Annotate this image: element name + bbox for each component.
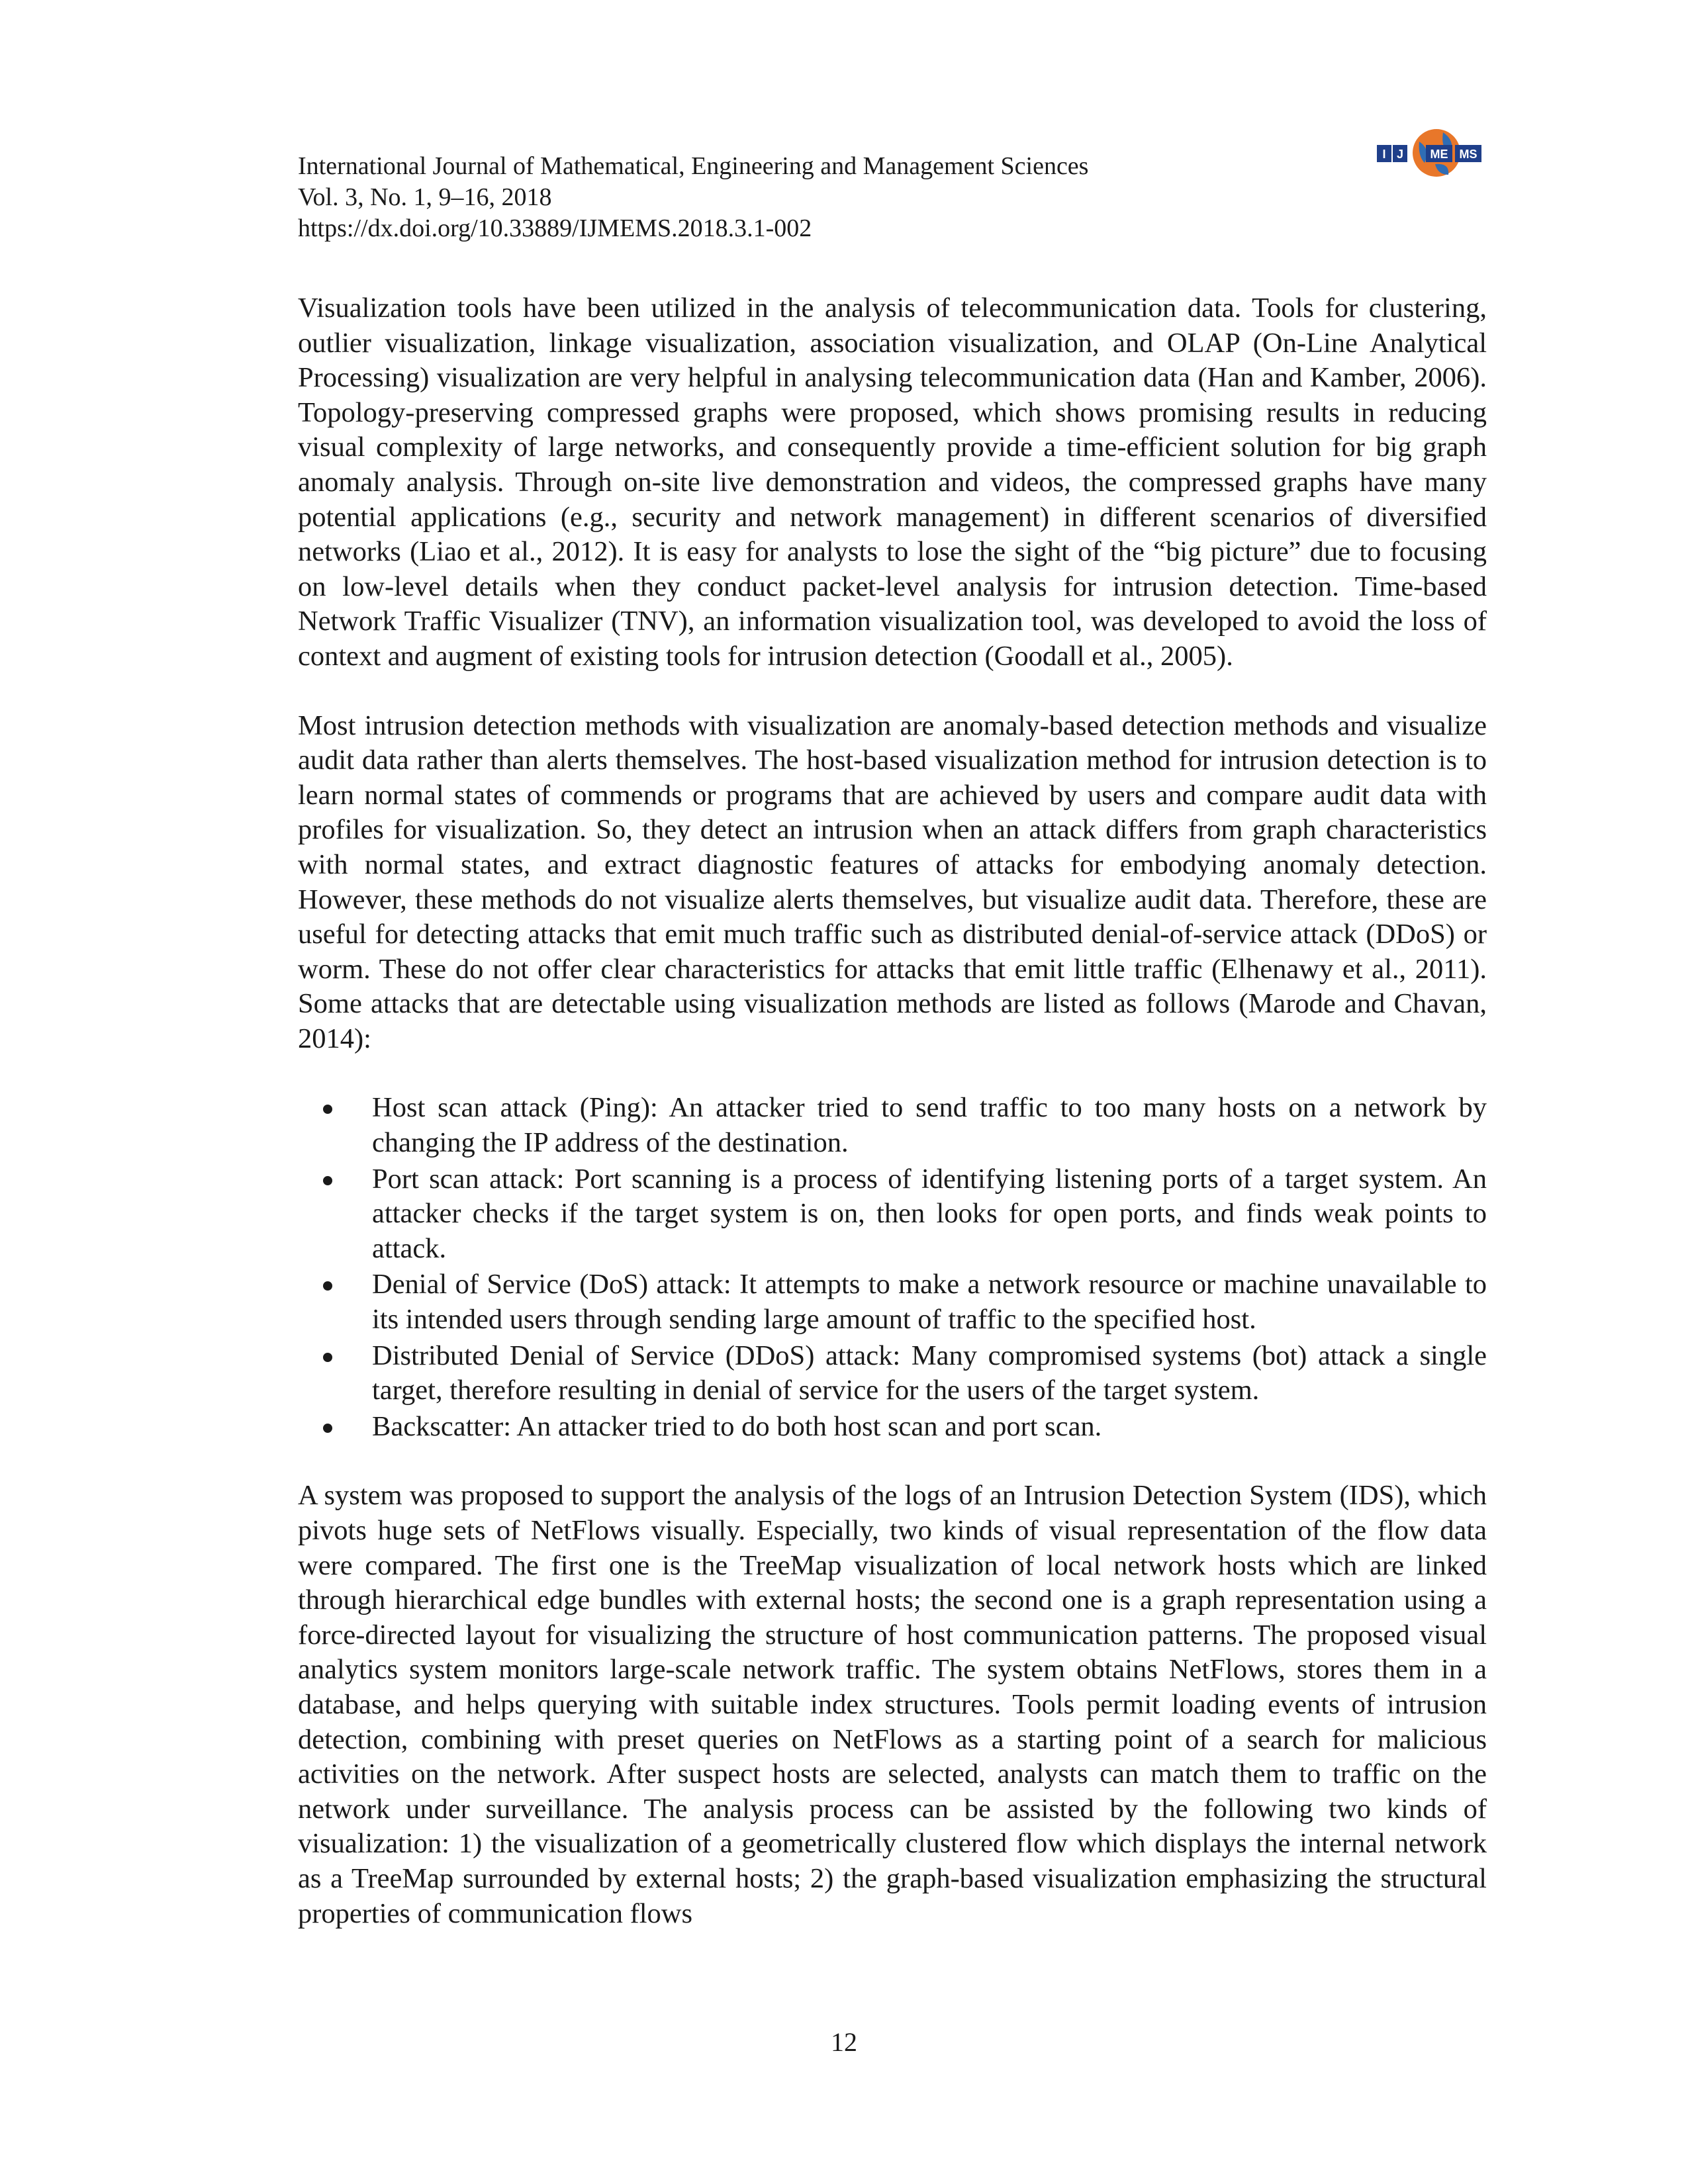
attack-list <box>298 1091 1487 1444</box>
list-item-text: Port scan attack: Port scanning is a process of identifying listening ports of a target system. An attacker checks if the target system is on, then looks for open ports, and finds weak points to attack. <box>372 1163 1487 1264</box>
paragraph-ids-system: A system was proposed to support the analysis of the logs of an Intrusion Detection System (IDS), which pivots huge sets of NetFlows visually. Especially, two kinds of visual representation of the flow data were compared. The first one is the TreeMap visualization of local network hosts which are linked through hierarchical edge bundles with external hosts; the second one is a graph representation using a force-directed layout for visualizing the structure of host communication patterns. The proposed visual analytics system monitors large-scale network traffic. The system obtains NetFlows, stores them in a database, and helps querying with suitable index structures. Tools permit loading events of intrusion detection, combining with preset queries on NetFlows as a starting point of a search for malicious activities on the network. After suspect hosts are selected, analysts can match them to traffic on the network under surveillance. The analysis process can be assisted by the following two kinds of visualization: 1) the visualization of a geometrically clustered flow which displays the internal network as a TreeMap surrounded by external hosts; 2) the graph-based visualization emphasizing the structural properties of communication flows <box>298 1480 1487 1929</box>
bullet-icon <box>323 1105 332 1114</box>
paragraph-intrusion-detection: Most intrusion detection methods with visualization are anomaly-based detection methods and visualize audit data rather than alerts themselves. The host-based visualization method for intrusion detection is to learn normal states of commends or programs that are achieved by users and compare audit data with profiles for visualization. So, they detect an intrusion when an attack differs from graph characteristics with normal states, and extract diagnostic features of attacks for embodying anomaly detection. However, these methods do not visualize alerts themselves, but visualize audit data. Therefore, these are useful for detecting attacks that emit much traffic such as distributed denial-of-service attack (DDoS) or worm. These do not offer clear characteristics for attacks that emit little traffic (Elhenawy et al., 2011). Some attacks that are detectable using visualization methods are listed as follows (Marode and Chavan, 2014): <box>298 709 1487 1054</box>
logo-letters-me: ME <box>1430 148 1448 161</box>
page-body <box>298 291 1487 1966</box>
list-item <box>298 1091 1487 1160</box>
doi-link[interactable]: https://dx.doi.org/10.33889/IJMEMS.2018.3.1-002 <box>298 214 812 242</box>
paragraph-visualization-tools: Visualization tools have been utilized in the analysis of telecommunication data. Tools for clustering, outlier visualization, linkage visualization, association visualization, and OLAP (On-Line Analytical Processing) visualization are very helpful in analysing telecommunication data (Han and Kamber, 2006). Topology-preserving compressed graphs were proposed, which shows promising results in reducing visual complexity of large networks, and consequently provide a time-efficient solution for big graph anomaly analysis. Through on-site live demonstration and videos, the compressed graphs have many potential applications (e.g., security and network management) in different scenarios of diversified networks (Liao et al., 2012). It is easy for analysts to lose the sight of the “big picture” due to focusing on low-level details when they conduct packet-level analysis for intrusion detection. Time-based Network Traffic Visualizer (TNV), an information visualization tool, was developed to avoid the loss of context and augment of existing tools for intrusion detection (Goodall et al., 2005). <box>298 293 1487 672</box>
bullet-icon <box>323 1353 332 1362</box>
list-item-text: Host scan attack (Ping): An attacker tried to send traffic to too many hosts on a network by changing the IP address of the destination. <box>372 1092 1487 1159</box>
list-item <box>298 1410 1487 1445</box>
bullet-icon <box>323 1176 332 1185</box>
logo-letters-ms: MS <box>1459 148 1477 161</box>
list-item-text: Backscatter: An attacker tried to do both host scan and port scan. <box>372 1410 1102 1442</box>
bullet-icon <box>323 1281 332 1291</box>
bullet-icon <box>323 1424 332 1433</box>
list-item <box>298 1339 1487 1408</box>
volume-info: Vol. 3, No. 1, 9–16, 2018 <box>298 183 552 211</box>
journal-title: International Journal of Mathematical, Engineering and Management Sciences <box>298 152 1089 180</box>
list-item <box>298 1162 1487 1267</box>
list-item <box>298 1267 1487 1337</box>
list-item-text: Distributed Denial of Service (DDoS) attack: Many compromised systems (bot) attack a single target, therefore resulting in denial of service for the users of the target system. <box>372 1340 1487 1406</box>
running-header <box>298 151 1489 244</box>
page-number: 12 <box>831 2027 857 2057</box>
list-item-text: Denial of Service (DoS) attack: It attempts to make a network resource or machine unavailable to its intended users through sending large amount of traffic to the specified host. <box>372 1269 1487 1336</box>
logo-letter-i: I <box>1382 148 1386 161</box>
logo-letter-j: J <box>1396 148 1404 161</box>
journal-logo <box>1372 123 1491 183</box>
